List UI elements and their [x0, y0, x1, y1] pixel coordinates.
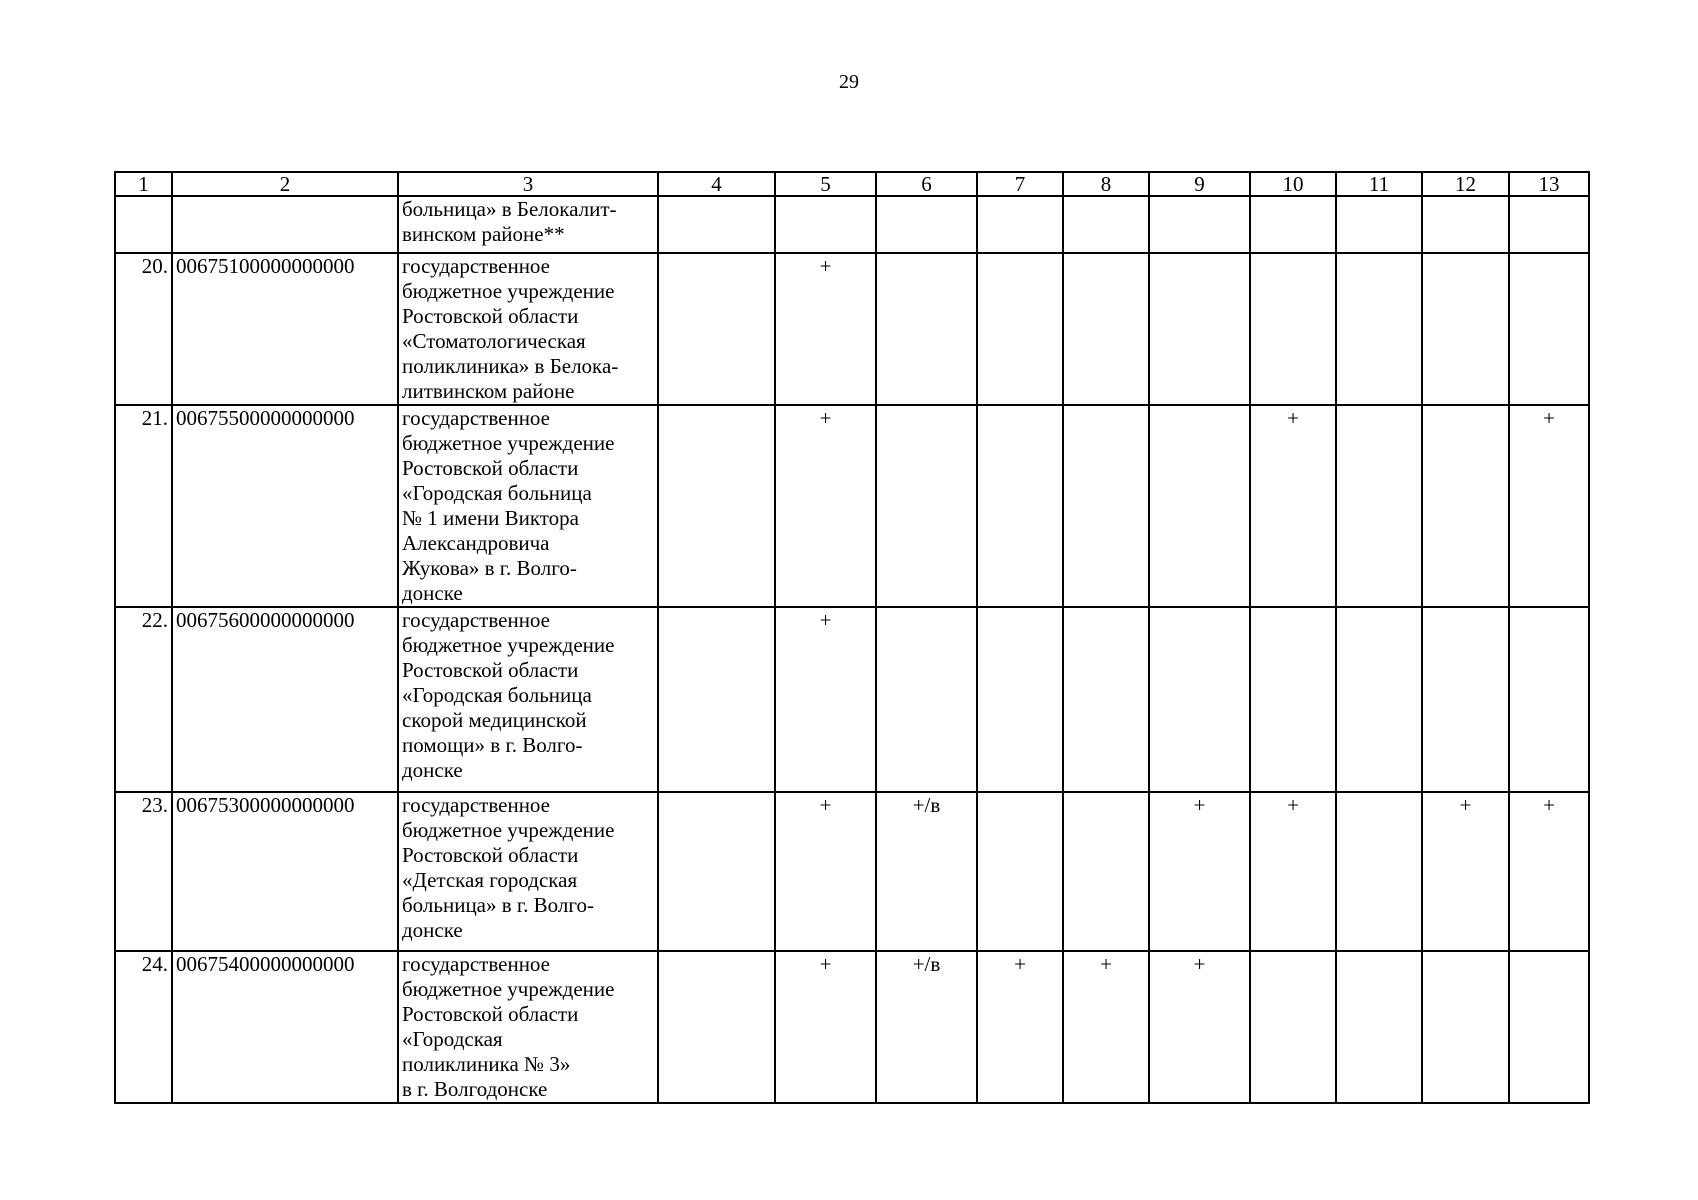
row-number: 22.: [115, 607, 172, 792]
institution-code: 00675400000000000: [172, 951, 398, 1103]
column-header: 7: [977, 172, 1063, 196]
cell-col-7: +: [977, 951, 1063, 1103]
cell-col-4: [658, 405, 775, 607]
cell-col-13: [1509, 196, 1589, 253]
institution-code: 00675300000000000: [172, 792, 398, 951]
cell-col-10: +: [1250, 405, 1336, 607]
cell-col-8: [1063, 405, 1149, 607]
cell-col-11: [1336, 196, 1422, 253]
cell-col-5: +: [775, 405, 876, 607]
cell-col-11: [1336, 405, 1422, 607]
column-header: 4: [658, 172, 775, 196]
column-header: 12: [1422, 172, 1509, 196]
cell-col-12: [1422, 405, 1509, 607]
cell-col-4: [658, 253, 775, 405]
cell-col-4: [658, 951, 775, 1103]
cell-col-7: [977, 607, 1063, 792]
cell-col-13: [1509, 253, 1589, 405]
cell-col-10: [1250, 951, 1336, 1103]
row-number: 23.: [115, 792, 172, 951]
column-header: 8: [1063, 172, 1149, 196]
cell-col-12: [1422, 951, 1509, 1103]
column-header: 13: [1509, 172, 1589, 196]
cell-col-7: [977, 196, 1063, 253]
cell-col-8: [1063, 792, 1149, 951]
cell-col-9: [1149, 196, 1250, 253]
cell-col-10: [1250, 607, 1336, 792]
cell-col-10: [1250, 253, 1336, 405]
cell-col-13: [1509, 607, 1589, 792]
cell-col-13: [1509, 951, 1589, 1103]
cell-col-7: [977, 405, 1063, 607]
cell-col-12: [1422, 253, 1509, 405]
column-header: 11: [1336, 172, 1422, 196]
page-number: 29: [839, 71, 859, 93]
cell-col-13: +: [1509, 405, 1589, 607]
cell-col-9: +: [1149, 792, 1250, 951]
cell-col-11: [1336, 951, 1422, 1103]
cell-col-8: [1063, 196, 1149, 253]
cell-col-5: [775, 196, 876, 253]
cell-col-4: [658, 792, 775, 951]
column-header: 2: [172, 172, 398, 196]
row-number: 21.: [115, 405, 172, 607]
column-header: 10: [1250, 172, 1336, 196]
cell-col-6: +/в: [876, 951, 977, 1103]
cell-col-6: [876, 196, 977, 253]
cell-col-11: [1336, 253, 1422, 405]
cell-col-11: [1336, 607, 1422, 792]
cell-col-11: [1336, 792, 1422, 951]
table-row: [115, 607, 1589, 792]
header-row: [115, 172, 1589, 196]
column-header: 9: [1149, 172, 1250, 196]
cell-col-6: +/в: [876, 792, 977, 951]
cell-col-5: +: [775, 792, 876, 951]
institution-code: 00675100000000000: [172, 253, 398, 405]
cell-col-12: +: [1422, 792, 1509, 951]
cell-col-9: [1149, 253, 1250, 405]
cell-col-5: +: [775, 951, 876, 1103]
cell-col-4: [658, 196, 775, 253]
cell-col-8: [1063, 253, 1149, 405]
institution-name: государственное бюджетное учреждение Ростовской области «Городская больница скорой медицинской помощи» в г. Волго- донске: [398, 607, 658, 792]
institution-code: 00675600000000000: [172, 607, 398, 792]
cell-col-13: +: [1509, 792, 1589, 951]
cell-col-5: +: [775, 253, 876, 405]
column-header: 6: [876, 172, 977, 196]
cell-col-6: [876, 607, 977, 792]
cell-col-9: [1149, 607, 1250, 792]
registry-table: [114, 171, 1590, 1104]
institution-name: государственное бюджетное учреждение Ростовской области «Городская больница № 1 имени Виктора Александровича Жукова» в г. Волго- донске: [398, 405, 658, 607]
institution-name: государственное бюджетное учреждение Ростовской области «Стоматологическая поликлиника» в Белока- литвинском районе: [398, 253, 658, 405]
cell-col-10: +: [1250, 792, 1336, 951]
institution-name: больница» в Белокалит- винском районе**: [398, 196, 658, 253]
institution-code: [172, 196, 398, 253]
table-row: [115, 196, 1589, 253]
institution-code: 00675500000000000: [172, 405, 398, 607]
row-number: 24.: [115, 951, 172, 1103]
table-row: [115, 792, 1589, 951]
table-row: [115, 951, 1589, 1103]
cell-col-9: [1149, 405, 1250, 607]
cell-col-10: [1250, 196, 1336, 253]
cell-col-7: [977, 253, 1063, 405]
cell-col-12: [1422, 196, 1509, 253]
institution-name: государственное бюджетное учреждение Ростовской области «Детская городская больница» в г. Волго- донске: [398, 792, 658, 951]
cell-col-6: [876, 405, 977, 607]
cell-col-8: [1063, 607, 1149, 792]
cell-col-7: [977, 792, 1063, 951]
cell-col-5: +: [775, 607, 876, 792]
column-header: 5: [775, 172, 876, 196]
cell-col-6: [876, 253, 977, 405]
row-number: [115, 196, 172, 253]
institution-name: государственное бюджетное учреждение Ростовской области «Городская поликлиника № 3» в г. Волгодонске: [398, 951, 658, 1103]
table-row: [115, 253, 1589, 405]
cell-col-12: [1422, 607, 1509, 792]
cell-col-9: +: [1149, 951, 1250, 1103]
column-header: 1: [115, 172, 172, 196]
cell-col-8: +: [1063, 951, 1149, 1103]
column-header: 3: [398, 172, 658, 196]
table-row: [115, 405, 1589, 607]
row-number: 20.: [115, 253, 172, 405]
cell-col-4: [658, 607, 775, 792]
